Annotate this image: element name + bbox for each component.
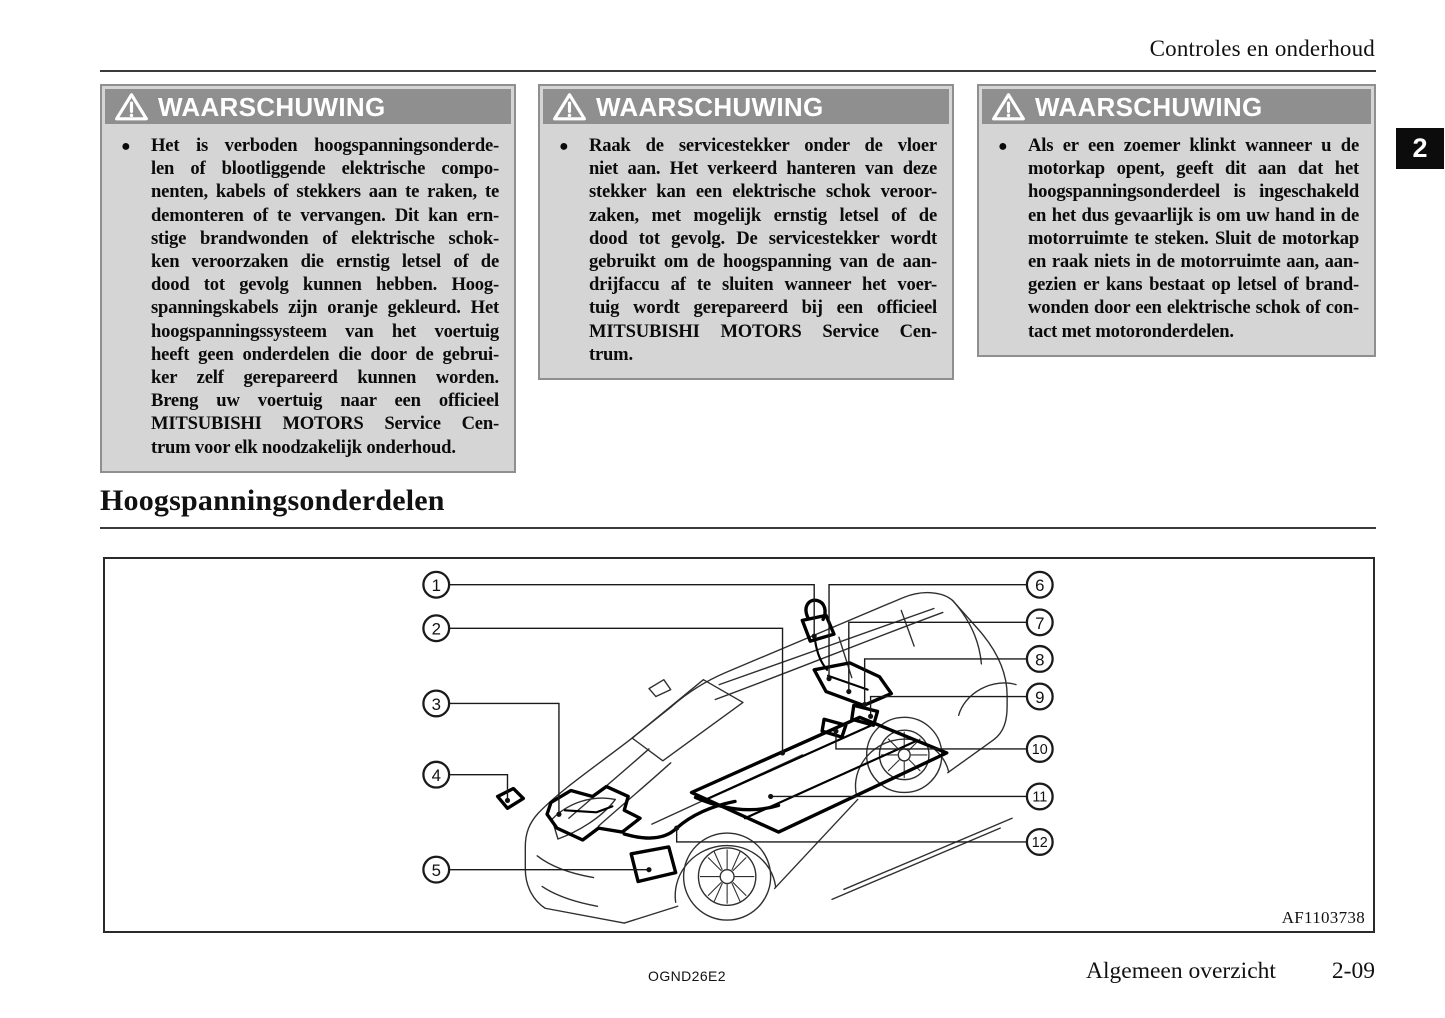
footer-doc-code: OGND26E2 — [648, 968, 726, 984]
section-title: Hoogspanningsonderdelen — [100, 484, 445, 517]
callout-number: 1 — [431, 576, 441, 596]
rear-wheel — [867, 717, 942, 792]
warning-text — [1028, 134, 1359, 343]
diagram-figure — [103, 557, 1375, 933]
warning-body — [543, 124, 949, 375]
warning-text-line: trum voor elk noodzakelijk onderhoud. — [151, 436, 456, 458]
warning-box — [538, 84, 954, 380]
warning-text-line: tuig wordt gerepareerd bij een officieel — [589, 297, 937, 319]
warning-text-line: heeft geen onderdelen die door de gebrui- — [151, 343, 499, 365]
leader-endpoint-dot — [868, 714, 873, 719]
front-wheel-spokes — [700, 850, 753, 903]
front-connector — [498, 789, 524, 809]
warning-header — [543, 89, 949, 124]
leader-endpoint-dot — [812, 634, 817, 639]
bullet-dot-icon: ● — [559, 138, 569, 155]
leader-line — [829, 585, 1027, 679]
bullet-dot-icon: ● — [998, 138, 1008, 155]
footer-page-number: 2-09 — [1331, 958, 1375, 984]
leader-endpoint-dot — [768, 794, 773, 799]
leader-line — [449, 703, 559, 814]
warning-text-line: tact met motoronderdelen. — [1028, 320, 1234, 342]
warning-text-line: wonden door een elektrische schok of con- — [1028, 297, 1359, 319]
warning-box — [977, 84, 1376, 357]
section-title-rule — [100, 527, 1376, 529]
warning-text-line: Breng uw voertuig naar een officieel — [151, 390, 499, 412]
header-rule — [100, 70, 1376, 72]
figure-code: AF1103738 — [1281, 908, 1365, 927]
warning-text — [589, 134, 937, 366]
callout-number: 8 — [1035, 650, 1045, 670]
leader-endpoint-dot — [846, 689, 851, 694]
warning-text-line: dood tot gevolg kunnen hebben. Hoog- — [151, 274, 499, 296]
footer-right — [1086, 958, 1375, 985]
leader-line — [677, 828, 1027, 842]
warning-header — [105, 89, 511, 124]
callout-number: 9 — [1035, 688, 1045, 708]
rear-wheel-spokes — [881, 732, 927, 778]
warning-text-line: hoogspanningssysteem van het voertuig — [151, 320, 499, 342]
chapter-header: Controles en onderhoud — [1149, 36, 1375, 61]
warning-title-label: WAARSCHUWING — [158, 91, 386, 122]
car-illustration — [105, 559, 1373, 931]
warning-text-line: gebruikt om de hoogspanning van de aan- — [589, 251, 937, 273]
footer-section-label: Algemeen overzicht — [1086, 958, 1276, 984]
callout-number: 12 — [1031, 834, 1048, 851]
warning-text-line: motorkap opent, geeft dit aan dat het — [1028, 158, 1359, 180]
warning-text-line: Raak de servicestekker onder de vloer — [589, 135, 937, 156]
warning-text — [151, 134, 499, 459]
callout-number: 10 — [1031, 741, 1048, 758]
warning-title-label: WAARSCHUWING — [596, 91, 824, 122]
warning-text-line: ken veroorzaken die ernstig letsel of de — [151, 251, 499, 273]
warning-text-line: ker zelf gerepareerd kunnen worden. — [151, 367, 499, 389]
warning-text-line: demonteren of te vervangen. Dit kan ern- — [151, 204, 499, 226]
callout-number: 11 — [1032, 789, 1048, 806]
rear-lower-unit — [852, 705, 878, 725]
high-voltage-components — [498, 600, 947, 881]
warning-text-line: dood tot gevolg. De servicestekker wordt — [589, 227, 937, 249]
leader-endpoint-dot — [833, 729, 838, 734]
front-lower-box — [631, 847, 676, 882]
warning-text-line: stekker kan een elektrische schok veroor- — [589, 181, 937, 203]
warning-text-line: niet aan. Het verkeerd hanteren van deze — [589, 158, 937, 180]
floor-battery-pack — [692, 717, 947, 832]
warning-text-line: en het dus gevaarlijk is om uw hand in de — [1028, 204, 1359, 226]
callout-number: 7 — [1035, 613, 1045, 633]
callout-number: 5 — [431, 861, 441, 881]
warning-text-line: MITSUBISHI MOTORS Service Cen- — [151, 413, 499, 435]
callout-number: 4 — [431, 766, 441, 786]
leader-endpoint-dot — [646, 867, 651, 872]
callout-number: 6 — [1035, 576, 1045, 596]
bullet-dot-icon: ● — [121, 138, 131, 155]
warning-text-line: trum. — [589, 343, 633, 365]
callout-number: 2 — [431, 619, 441, 639]
callout-number: 3 — [431, 694, 441, 714]
leader-endpoint-dot — [556, 812, 561, 817]
leader-endpoint-dot — [505, 798, 510, 803]
leader-line — [871, 697, 1027, 717]
warning-triangle-icon — [114, 92, 149, 122]
warning-text-line: hoogspanningsonderdeel is ingeschakeld — [1028, 181, 1359, 203]
warning-text-line: Als er een zoemer klinkt wanneer u de — [1028, 135, 1359, 156]
leader-endpoint-dot — [862, 702, 867, 707]
warnings-row — [100, 84, 1380, 473]
warning-triangle-icon — [552, 92, 587, 122]
warning-text-line: spanningskabels zijn oranje gekleurd. Het — [151, 297, 499, 319]
warning-body — [105, 124, 511, 468]
leader-endpoint-dot — [674, 826, 679, 831]
chapter-tab-number: 2 — [1396, 128, 1444, 169]
warning-triangle-icon — [991, 92, 1026, 122]
leader-line — [849, 622, 1027, 691]
warning-box — [100, 84, 516, 473]
warning-text-line: Het is verboden hoogspanningsonderde- — [151, 135, 499, 156]
warning-title-label: WAARSCHUWING — [1035, 91, 1263, 122]
warning-text-line: en raak niets in de motorruimte aan, aan- — [1028, 251, 1359, 273]
warning-body — [982, 124, 1371, 352]
warning-header — [982, 89, 1371, 124]
warning-text-line: drijfaccu af te sluiten wanneer het voer- — [589, 274, 937, 296]
leader-line — [865, 659, 1027, 705]
warning-text-line: motorruimte te steken. Sluit de motorkap — [1028, 227, 1359, 249]
leader-endpoint-dot — [826, 676, 831, 681]
warning-text-line: zaken, met mogelijk ernstig letsel of de — [589, 204, 937, 226]
callout-layer — [423, 572, 1052, 883]
leader-endpoint-dot — [780, 750, 785, 755]
leader-line — [449, 628, 782, 753]
warning-text-line: len of blootliggende elektrische compo- — [151, 158, 499, 180]
warning-text-line: nenten, kabels of stekkers aan te raken, te — [151, 181, 499, 203]
warning-text-line: stige brandwonden of elektrische schok- — [151, 227, 499, 249]
warning-text-line: gezien er kans bestaat op letsel of brand- — [1028, 274, 1359, 296]
warning-text-line: MITSUBISHI MOTORS Service Cen- — [589, 320, 937, 342]
